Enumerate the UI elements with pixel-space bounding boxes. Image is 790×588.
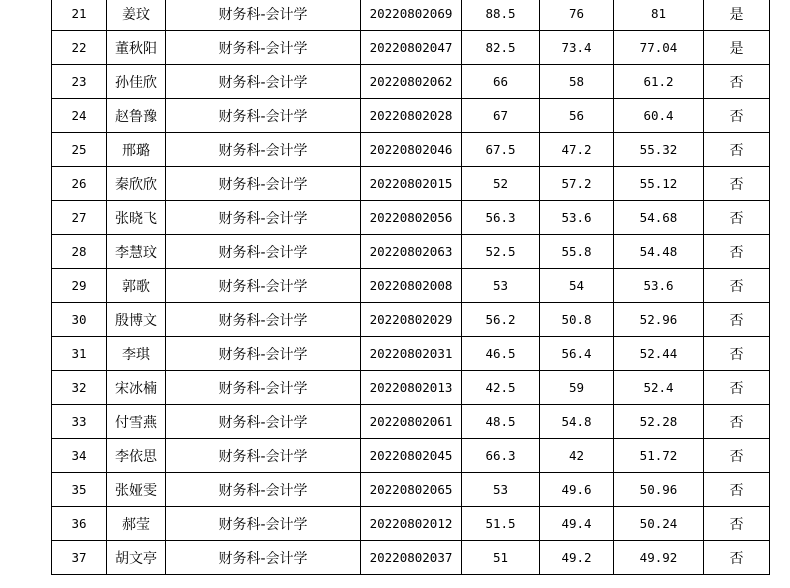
cell-written-score: 66.3 [462,439,540,473]
cell-position: 财务科-会计学 [166,371,361,405]
cell-exam-id: 20220802031 [361,337,462,371]
cell-written-score: 42.5 [462,371,540,405]
cell-written-score: 66 [462,65,540,99]
cell-name: 李琪 [107,337,166,371]
table-row [52,235,770,269]
cell-position: 财务科-会计学 [166,337,361,371]
cell-written-score: 52 [462,167,540,201]
cell-interview-score: 73.4 [540,31,614,65]
cell-advance-flag: 否 [704,65,770,99]
cell-position: 财务科-会计学 [166,235,361,269]
cell-position: 财务科-会计学 [166,0,361,31]
cell-interview-score: 54 [540,269,614,303]
cell-interview-score: 49.4 [540,507,614,541]
cell-total-score: 52.28 [614,405,704,439]
cell-name: 胡文亭 [107,541,166,575]
cell-seq-no: 25 [52,133,107,167]
cell-advance-flag: 否 [704,99,770,133]
cell-total-score: 50.24 [614,507,704,541]
cell-total-score: 54.48 [614,235,704,269]
table-row [52,303,770,337]
cell-written-score: 67.5 [462,133,540,167]
table-row [52,439,770,473]
cell-written-score: 82.5 [462,31,540,65]
cell-seq-no: 29 [52,269,107,303]
cell-advance-flag: 否 [704,269,770,303]
table-row [52,473,770,507]
cell-total-score: 50.96 [614,473,704,507]
cell-exam-id: 20220802008 [361,269,462,303]
table-row [52,337,770,371]
cell-exam-id: 20220802037 [361,541,462,575]
cell-name: 付雪燕 [107,405,166,439]
cell-interview-score: 47.2 [540,133,614,167]
cell-position: 财务科-会计学 [166,439,361,473]
cell-total-score: 49.92 [614,541,704,575]
cell-exam-id: 20220802047 [361,31,462,65]
cell-exam-id: 20220802063 [361,235,462,269]
cell-position: 财务科-会计学 [166,201,361,235]
cell-seq-no: 28 [52,235,107,269]
cell-interview-score: 49.6 [540,473,614,507]
table-row [52,541,770,575]
cell-interview-score: 53.6 [540,201,614,235]
table-row [52,31,770,65]
cell-seq-no: 27 [52,201,107,235]
cell-exam-id: 20220802069 [361,0,462,31]
cell-total-score: 61.2 [614,65,704,99]
cell-name: 殷博文 [107,303,166,337]
cell-exam-id: 20220802046 [361,133,462,167]
cell-seq-no: 26 [52,167,107,201]
cell-interview-score: 57.2 [540,167,614,201]
cell-interview-score: 55.8 [540,235,614,269]
cell-advance-flag: 否 [704,439,770,473]
table-row [52,371,770,405]
cell-total-score: 52.44 [614,337,704,371]
cell-position: 财务科-会计学 [166,269,361,303]
cell-exam-id: 20220802015 [361,167,462,201]
table-row [52,65,770,99]
cell-seq-no: 24 [52,99,107,133]
cell-advance-flag: 否 [704,337,770,371]
table-row [52,99,770,133]
cell-exam-id: 20220802061 [361,405,462,439]
cell-name: 孙佳欣 [107,65,166,99]
cell-seq-no: 35 [52,473,107,507]
cell-written-score: 67 [462,99,540,133]
cell-position: 财务科-会计学 [166,133,361,167]
score-table-body [52,0,770,575]
cell-name: 郭歌 [107,269,166,303]
cell-seq-no: 23 [52,65,107,99]
cell-name: 董秋阳 [107,31,166,65]
cell-exam-id: 20220802045 [361,439,462,473]
cell-name: 张娅雯 [107,473,166,507]
cell-advance-flag: 否 [704,371,770,405]
cell-name: 张晓飞 [107,201,166,235]
cell-total-score: 53.6 [614,269,704,303]
cell-written-score: 53 [462,473,540,507]
cell-advance-flag: 是 [704,31,770,65]
table-row [52,167,770,201]
cell-position: 财务科-会计学 [166,541,361,575]
cell-written-score: 52.5 [462,235,540,269]
cell-name: 秦欣欣 [107,167,166,201]
cell-written-score: 51 [462,541,540,575]
cell-seq-no: 33 [52,405,107,439]
cell-seq-no: 34 [52,439,107,473]
cell-total-score: 55.32 [614,133,704,167]
cell-written-score: 56.3 [462,201,540,235]
cell-seq-no: 21 [52,0,107,31]
cell-total-score: 55.12 [614,167,704,201]
table-row [52,507,770,541]
cell-exam-id: 20220802013 [361,371,462,405]
cell-position: 财务科-会计学 [166,99,361,133]
cell-name: 宋冰楠 [107,371,166,405]
cell-total-score: 51.72 [614,439,704,473]
cell-advance-flag: 否 [704,235,770,269]
cell-exam-id: 20220802012 [361,507,462,541]
cell-position: 财务科-会计学 [166,167,361,201]
cell-interview-score: 59 [540,371,614,405]
cell-interview-score: 76 [540,0,614,31]
cell-written-score: 88.5 [462,0,540,31]
cell-advance-flag: 否 [704,201,770,235]
table-row [52,0,770,31]
cell-interview-score: 56 [540,99,614,133]
cell-total-score: 52.96 [614,303,704,337]
table-row [52,269,770,303]
cell-interview-score: 54.8 [540,405,614,439]
cell-seq-no: 30 [52,303,107,337]
cell-total-score: 54.68 [614,201,704,235]
cell-seq-no: 32 [52,371,107,405]
cell-written-score: 51.5 [462,507,540,541]
cell-exam-id: 20220802056 [361,201,462,235]
cell-name: 赵鲁豫 [107,99,166,133]
cell-interview-score: 50.8 [540,303,614,337]
cell-advance-flag: 否 [704,541,770,575]
cell-interview-score: 56.4 [540,337,614,371]
cell-written-score: 46.5 [462,337,540,371]
cell-name: 邢璐 [107,133,166,167]
cell-advance-flag: 否 [704,167,770,201]
cell-name: 李依思 [107,439,166,473]
cell-position: 财务科-会计学 [166,65,361,99]
cell-exam-id: 20220802062 [361,65,462,99]
cell-name: 姜玟 [107,0,166,31]
cell-name: 郝莹 [107,507,166,541]
cell-seq-no: 31 [52,337,107,371]
cell-advance-flag: 否 [704,133,770,167]
cell-name: 李慧玟 [107,235,166,269]
cell-advance-flag: 否 [704,507,770,541]
cell-written-score: 56.2 [462,303,540,337]
cell-exam-id: 20220802028 [361,99,462,133]
cell-total-score: 52.4 [614,371,704,405]
cell-seq-no: 36 [52,507,107,541]
cell-position: 财务科-会计学 [166,405,361,439]
score-table [51,0,770,575]
cell-advance-flag: 是 [704,0,770,31]
cell-written-score: 48.5 [462,405,540,439]
cell-position: 财务科-会计学 [166,31,361,65]
cell-position: 财务科-会计学 [166,303,361,337]
cell-total-score: 60.4 [614,99,704,133]
cell-interview-score: 49.2 [540,541,614,575]
cell-seq-no: 37 [52,541,107,575]
cell-seq-no: 22 [52,31,107,65]
table-row [52,133,770,167]
cell-exam-id: 20220802029 [361,303,462,337]
cell-total-score: 77.04 [614,31,704,65]
cell-total-score: 81 [614,0,704,31]
table-row [52,201,770,235]
cell-exam-id: 20220802065 [361,473,462,507]
cell-written-score: 53 [462,269,540,303]
cell-advance-flag: 否 [704,405,770,439]
cell-interview-score: 58 [540,65,614,99]
table-row [52,405,770,439]
cell-advance-flag: 否 [704,303,770,337]
cell-advance-flag: 否 [704,473,770,507]
cell-position: 财务科-会计学 [166,473,361,507]
cell-interview-score: 42 [540,439,614,473]
cell-position: 财务科-会计学 [166,507,361,541]
